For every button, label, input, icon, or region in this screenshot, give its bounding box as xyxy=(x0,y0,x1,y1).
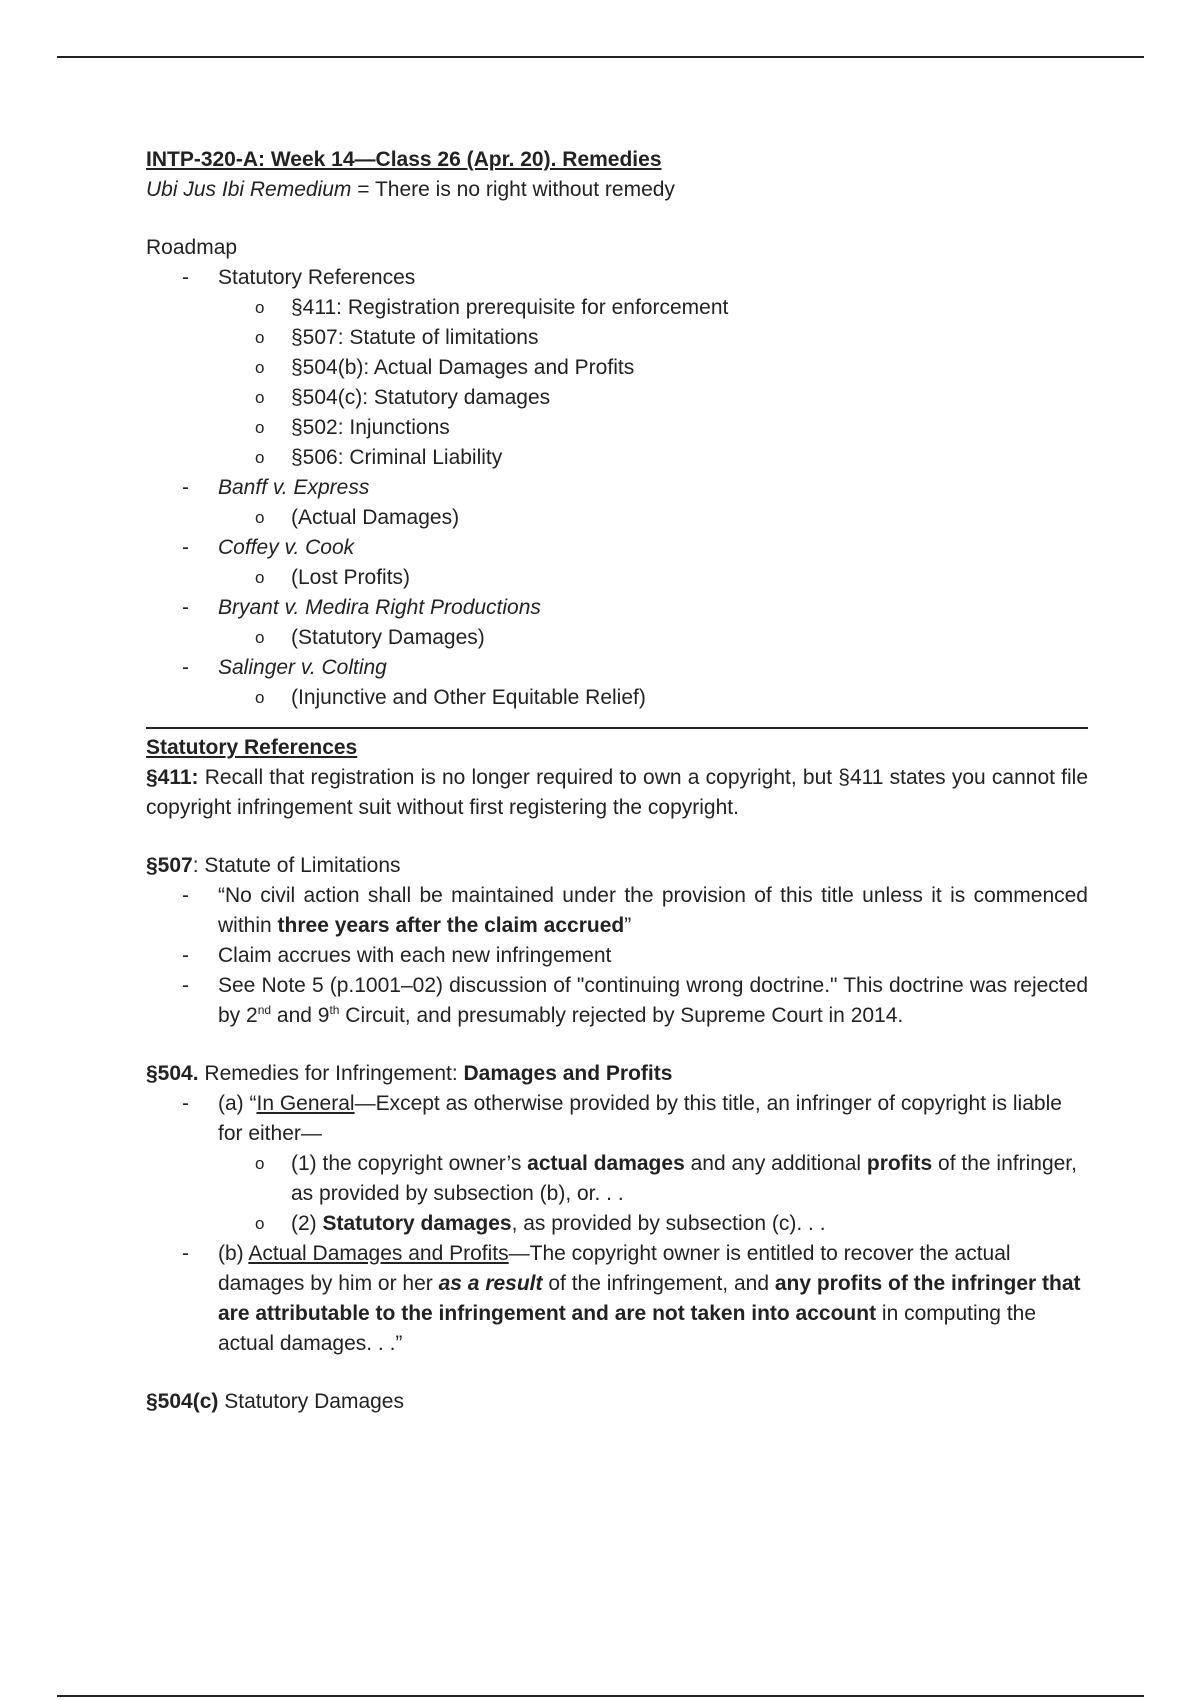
section-divider xyxy=(146,727,1088,729)
case-note: o (Statutory Damages) xyxy=(218,623,1088,653)
roadmap-case: - Banff v. Express o (Actual Damages) xyxy=(146,473,1088,533)
roadmap-list xyxy=(146,263,1088,713)
s504-list xyxy=(146,1089,1088,1359)
maxim-line: Ubi Jus Ibi Remedium = There is no right without remedy xyxy=(146,178,675,201)
list-item: o §506: Criminal Liability xyxy=(218,443,1088,473)
s507-heading: §507: Statute of Limitations xyxy=(146,854,401,877)
list-item: o (2) Statutory damages, as provided by subsection (c). . . xyxy=(218,1209,1088,1239)
list-item: - See Note 5 (p.1001–02) discussion of "continuing wrong doctrine." This doctrine was rejected by 2nd and 9th Circuit, and presumably rejected by Supreme Court in 2014. xyxy=(146,971,1088,1031)
list-item: - “No civil action shall be maintained under the provision of this title unless it is commenced within three years after the claim accrued” xyxy=(146,881,1088,941)
s504c-heading: §504(c) Statutory Damages xyxy=(146,1390,404,1413)
roadmap-item-statutory: - Statutory References o §411: Registration prerequisite for enforcement o §507: Statute of limitations o §504(b): Actual Damages and Profits o §504(c): Statutory damages o §502: Injunctions o §506: Criminal Liability xyxy=(146,263,1088,473)
list-item: - Claim accrues with each new infringement xyxy=(146,941,1088,971)
s411-paragraph: §411: Recall that registration is no longer required to own a copyright, but §411 states you cannot file copyright infringement suit without first registering the copyright. xyxy=(146,766,1088,819)
list-item: - (a) “In General—Except as otherwise provided by this title, an infringer of copyright is liable for either— o (1) the copyright owner’s actual damages and any additional profits of the infringer, as provided by subsection (b), or. . . o (2) Statutory damages, as provided by subsection (c). . . xyxy=(146,1089,1088,1239)
case-note: o (Actual Damages) xyxy=(218,503,1088,533)
roadmap-case: - Salinger v. Colting o (Injunctive and Other Equitable Relief) xyxy=(146,653,1088,713)
page-title: INTP-320-A: Week 14—Class 26 (Apr. 20). Remedies xyxy=(146,148,662,171)
s507-list xyxy=(146,881,1088,1031)
list-item: o (1) the copyright owner’s actual damages and any additional profits of the infringer, as provided by subsection (b), or. . . xyxy=(218,1149,1088,1209)
s504-heading: §504. Remedies for Infringement: Damages and Profits xyxy=(146,1062,673,1085)
roadmap-label: Roadmap xyxy=(146,236,238,259)
list-item: - (b) Actual Damages and Profits—The copyright owner is entitled to recover the actual damages by him or her as a result of the infringement, and any profits of the infringer that are attributable to the infringement and are not taken into account in computing the actual damages. . .” xyxy=(146,1239,1088,1359)
list-item: o §504(c): Statutory damages xyxy=(218,383,1088,413)
roadmap-case: - Bryant v. Medira Right Productions o (Statutory Damages) xyxy=(146,593,1088,653)
case-note: o (Injunctive and Other Equitable Relief) xyxy=(218,683,1088,713)
list-item: o §504(b): Actual Damages and Profits xyxy=(218,353,1088,383)
document-page xyxy=(146,145,1088,1417)
list-item: o §502: Injunctions xyxy=(218,413,1088,443)
footer-rule xyxy=(57,1695,1144,1697)
header-rule xyxy=(57,56,1144,58)
list-item: o §507: Statute of limitations xyxy=(218,323,1088,353)
roadmap-case: - Coffey v. Cook o (Lost Profits) xyxy=(146,533,1088,593)
case-note: o (Lost Profits) xyxy=(218,563,1088,593)
section-heading: Statutory References xyxy=(146,736,358,759)
list-item: o §411: Registration prerequisite for enforcement xyxy=(218,293,1088,323)
